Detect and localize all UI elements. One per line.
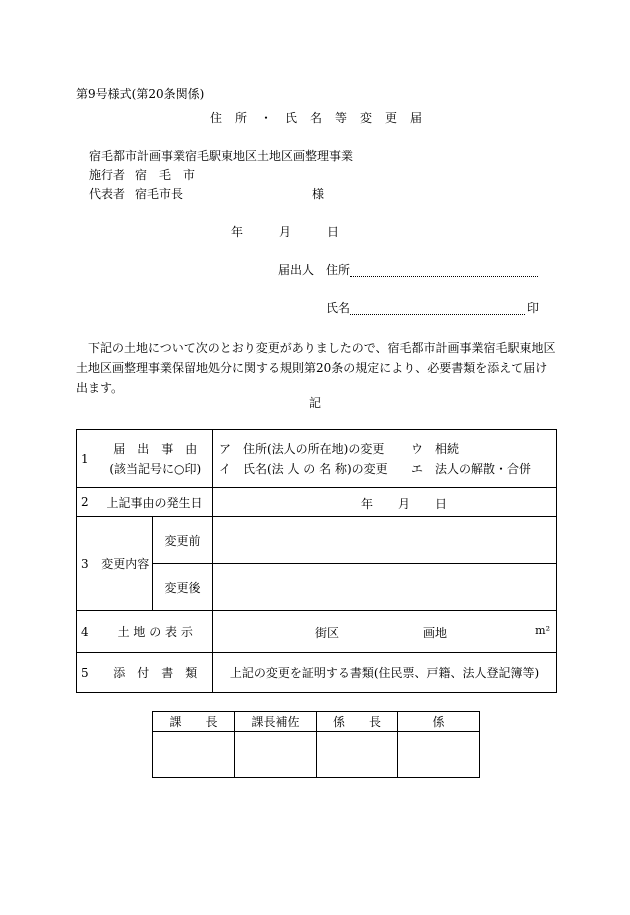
row3-before-field[interactable] <box>213 517 557 564</box>
executor-value: 宿 毛 市 <box>135 168 196 182</box>
seal-mark: 印 <box>527 301 540 315</box>
date-year: 年 <box>231 225 244 239</box>
row3-number: 3 <box>77 517 99 611</box>
honorific: 様 <box>312 187 325 201</box>
stamp-header-kachohosa: 課長補佐 <box>235 712 317 732</box>
approval-stamp-table <box>152 711 480 778</box>
row1-number: 1 <box>77 430 99 488</box>
row3-after-field[interactable] <box>213 564 557 611</box>
stamp-header-row <box>153 712 480 732</box>
stamp-header-kacho: 課 長 <box>153 712 235 732</box>
project-name: 宿毛都市計画事業宿毛駅東地区土地区画整理事業 <box>89 149 354 163</box>
executor-label: 施行者 <box>89 168 126 182</box>
table-row <box>77 611 557 653</box>
ki-mark: 記 <box>309 396 322 410</box>
document-title: 住 所 ・ 氏 名 等 変 更 届 <box>210 111 423 125</box>
body-text: 下記の土地について次のとおり変更がありましたので、宿毛都市計画事業宿毛駅東地区土地区画整理事業保留地処分に関する規則第20条の規定により、必要書類を添えて届け出ます。 <box>76 341 556 395</box>
row2-number: 2 <box>77 488 99 517</box>
option-i[interactable]: イ 氏名(法 人 の 名 称)の変更 <box>219 461 388 476</box>
name-line[interactable] <box>350 314 525 315</box>
row4-lot: 画地 <box>423 626 448 640</box>
option-e[interactable]: エ 法人の解散・合併 <box>411 461 532 476</box>
notification-table <box>76 429 557 693</box>
row4-unit: m² <box>535 624 550 637</box>
row4-number: 4 <box>77 611 99 653</box>
name-label: 氏名 <box>326 301 351 315</box>
body-paragraph <box>76 338 556 398</box>
row2-year: 年 <box>361 497 374 511</box>
row1-label <box>99 430 213 488</box>
address-line[interactable] <box>350 276 538 277</box>
row3-label: 変更内容 <box>99 517 153 611</box>
row1-options[interactable] <box>213 430 557 488</box>
stamp-box-kakaricho[interactable] <box>317 732 398 778</box>
row5-label: 添 付 書 類 <box>99 653 213 693</box>
stamp-box-row <box>153 732 480 778</box>
form-number: 第9号様式(第20条関係) <box>76 87 205 101</box>
representative-label: 代表者 <box>89 187 126 201</box>
stamp-box-kacho[interactable] <box>153 732 235 778</box>
row2-day: 日 <box>435 497 448 511</box>
option-u[interactable]: ウ 相続 <box>411 441 460 456</box>
row2-month: 月 <box>398 497 411 511</box>
representative-value: 宿毛市長 <box>135 187 184 201</box>
row4-block: 街区 <box>315 626 340 640</box>
row3-before-label: 変更前 <box>153 517 213 564</box>
stamp-header-kakari: 係 <box>398 712 480 732</box>
date-day: 日 <box>327 225 340 239</box>
row5-value: 上記の変更を証明する書類(住民票、戸籍、法人登記簿等) <box>213 653 557 693</box>
table-row <box>77 430 557 488</box>
stamp-box-kachohosa[interactable] <box>235 732 317 778</box>
row4-land-field[interactable] <box>213 611 557 653</box>
stamp-box-kakari[interactable] <box>398 732 480 778</box>
date-month: 月 <box>279 225 292 239</box>
applicant-label: 届出人 <box>278 263 315 277</box>
row2-date-field[interactable] <box>213 488 557 517</box>
stamp-header-kakaricho: 係 長 <box>317 712 398 732</box>
row4-label: 土 地 の 表 示 <box>99 611 213 653</box>
address-label: 住所 <box>326 263 351 277</box>
table-row <box>77 517 557 564</box>
row1-label-top: 届 出 事 由 <box>113 441 198 456</box>
row2-label: 上記事由の発生日 <box>99 488 213 517</box>
row5-number: 5 <box>77 653 99 693</box>
row3-after-label: 変更後 <box>153 564 213 611</box>
row1-label-bottom: (該当記号に○印) <box>109 461 202 476</box>
option-a[interactable]: ア 住所(法人の所在地)の変更 <box>219 441 385 456</box>
table-row <box>77 653 557 693</box>
table-row <box>77 488 557 517</box>
